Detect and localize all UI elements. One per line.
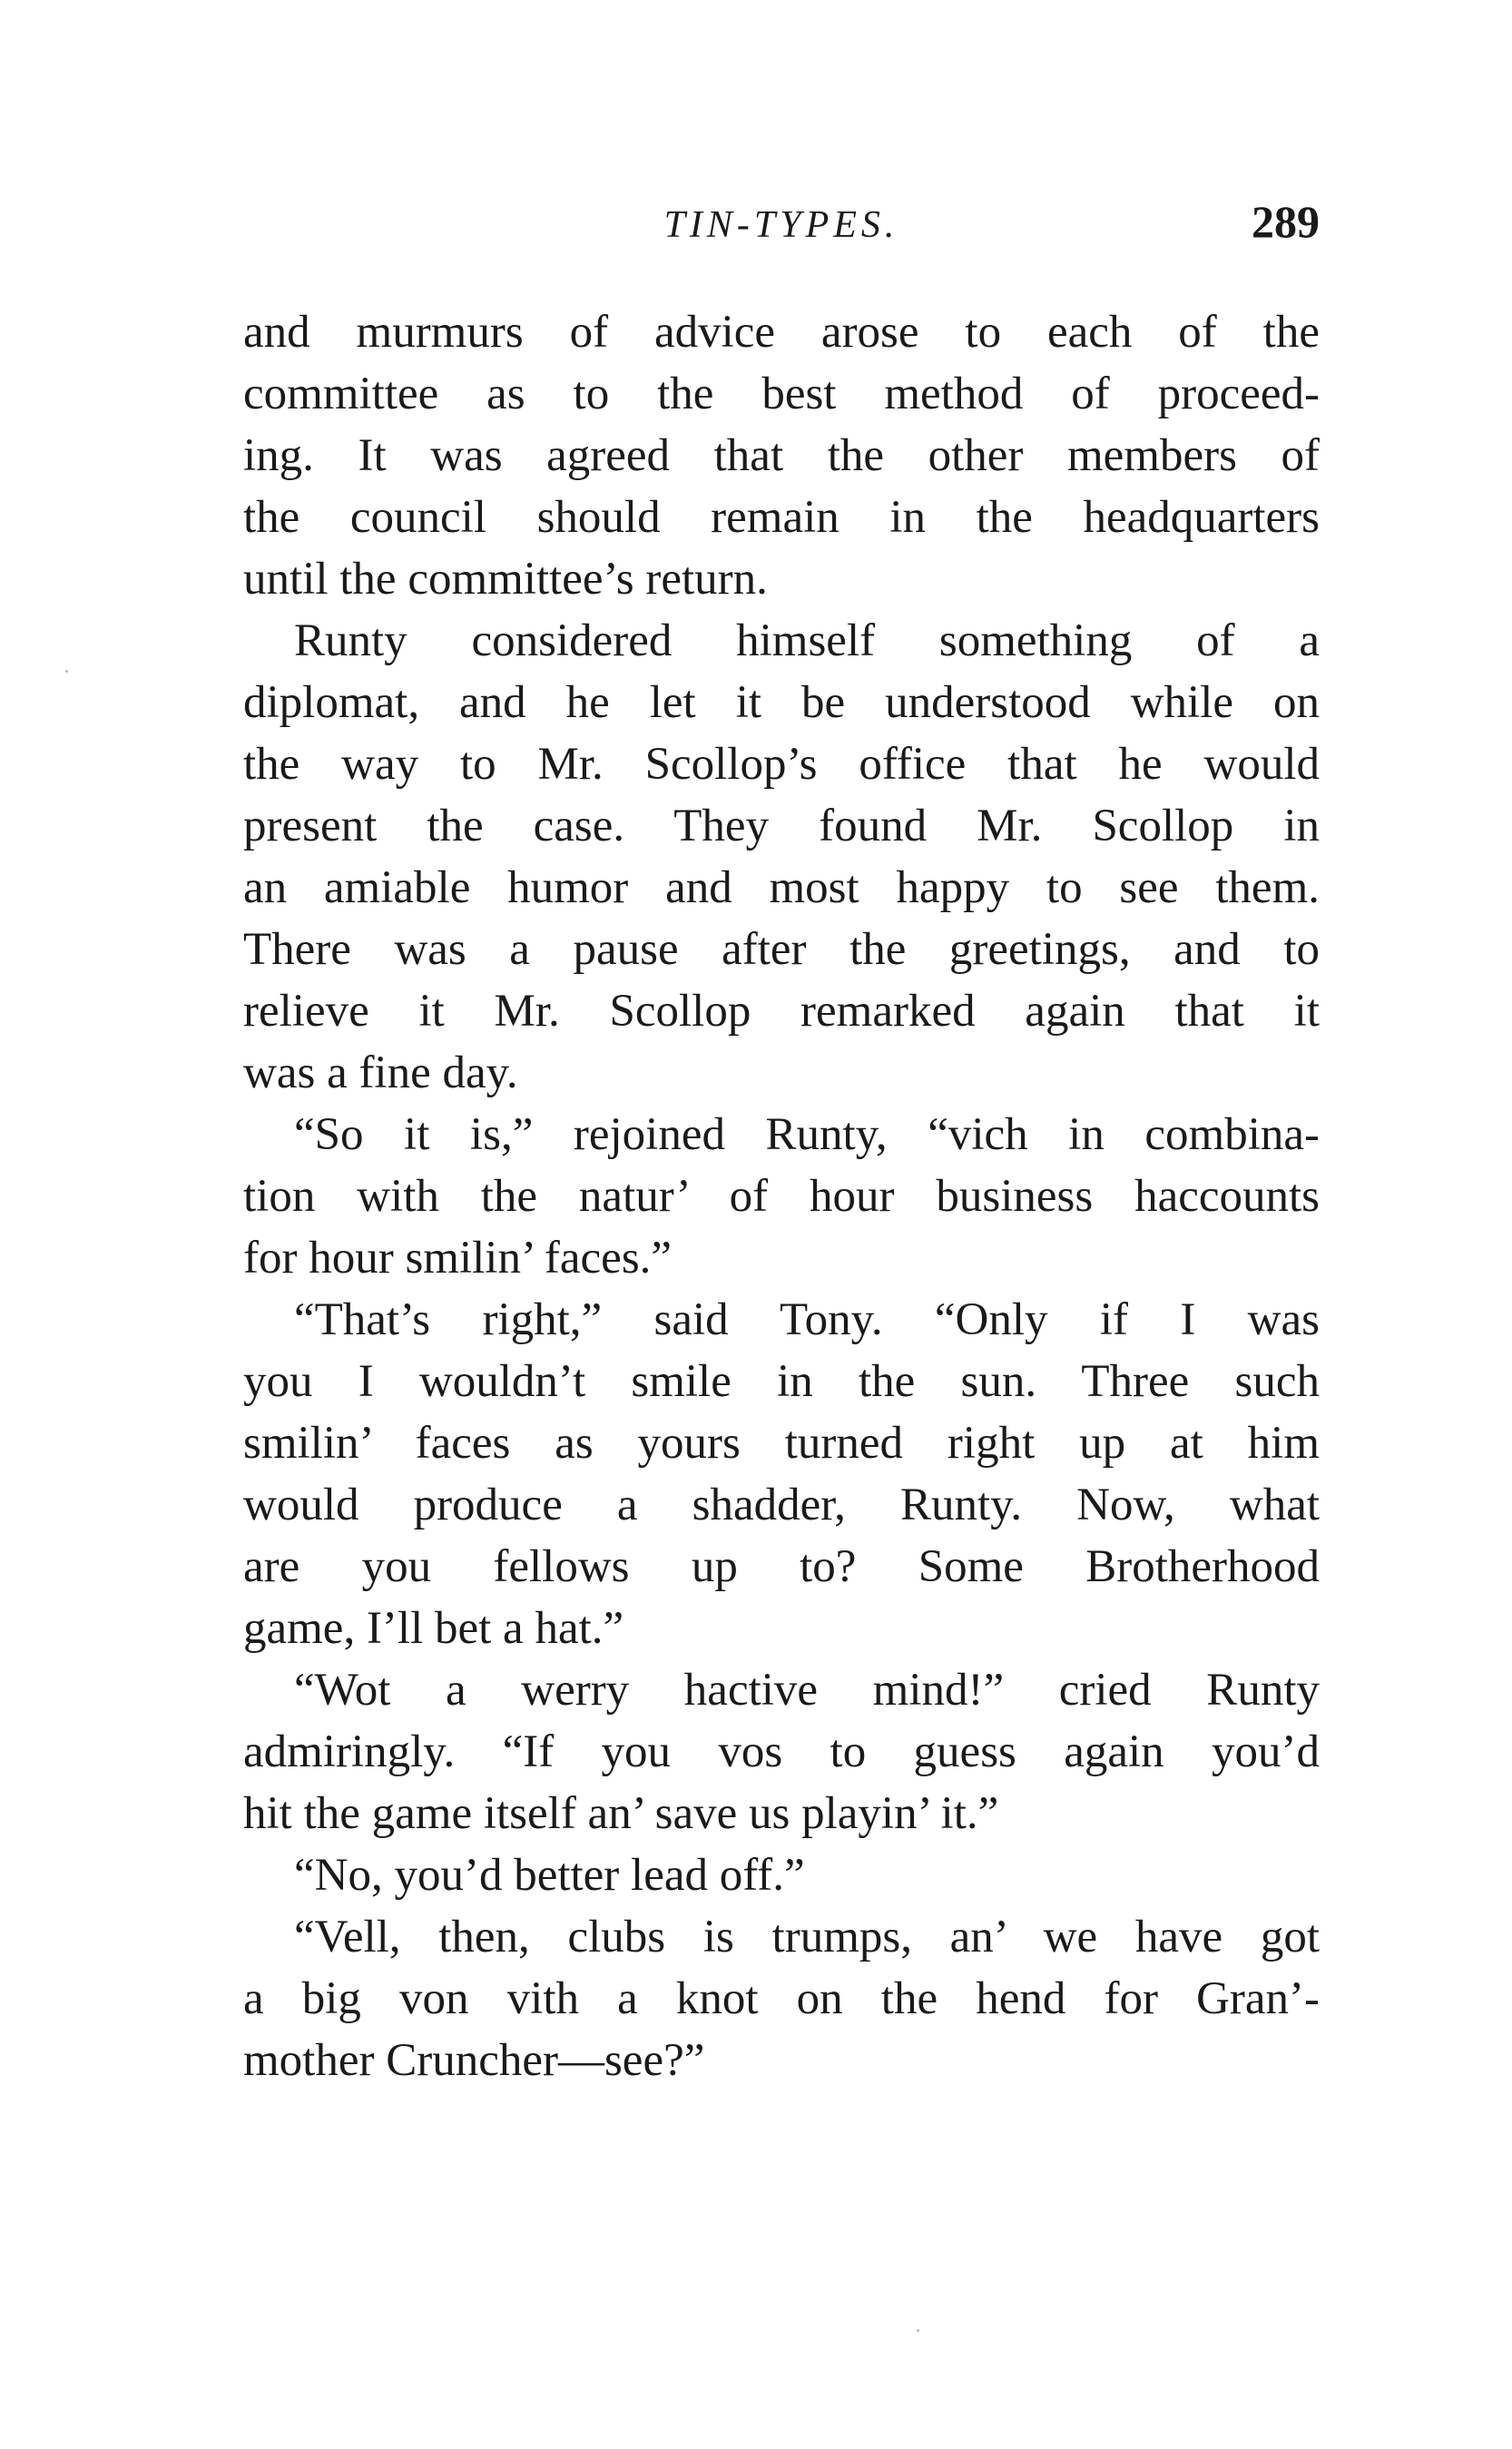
text-line: the way to Mr. Scollop’s office that he would: [243, 739, 1320, 790]
text-line: an amiable humor and most happy to see them.: [243, 862, 1320, 913]
text-line: “That’s right,” said Tony. “Only if I was: [294, 1294, 1320, 1345]
text-line: the council should remain in the headquarters: [243, 492, 1320, 543]
text-line: until the committee’s return.: [243, 554, 768, 605]
text-line: “Vell, then, clubs is trumps, an’ we have got: [294, 1912, 1320, 1962]
text-line: “No, you’d better lead off.”: [294, 1850, 805, 1901]
page-number: 289: [1252, 196, 1320, 247]
paper-speck: [65, 670, 68, 673]
text-line: are you fellows up to? Some Brotherhood: [243, 1541, 1320, 1592]
text-line: would produce a shadder, Runty. Now, what: [243, 1480, 1320, 1530]
text-line: mother Cruncher—see?”: [243, 2035, 705, 2086]
text-line: tion with the natur’ of hour business haccounts: [243, 1171, 1320, 1222]
text-line: game, I’ll bet a hat.”: [243, 1603, 624, 1654]
text-line: hit the game itself an’ save us playin’ it.”: [243, 1788, 999, 1839]
running-head: [243, 198, 1320, 252]
running-title: TIN-TYPES.: [663, 204, 899, 246]
text-line: “Wot a werry hactive mind!” cried Runty: [294, 1665, 1320, 1716]
text-line: committee as to the best method of proceed-: [243, 369, 1320, 419]
text-line: Runty considered himself something of a: [294, 615, 1320, 666]
text-line: “So it is,” rejoined Runty, “vich in combina-: [294, 1109, 1320, 1160]
body-text: [243, 301, 1320, 2091]
text-line: admiringly. “If you vos to guess again you’d: [243, 1726, 1320, 1777]
text-line: There was a pause after the greetings, and to: [243, 924, 1320, 975]
text-line: was a fine day.: [243, 1047, 518, 1098]
text-line: smilin’ faces as yours turned right up at him: [243, 1418, 1320, 1469]
text-line: and murmurs of advice arose to each of the: [243, 307, 1320, 358]
text-line: a big von vith a knot on the hend for Gran’-: [243, 1973, 1320, 2024]
text-line: relieve it Mr. Scollop remarked again that it: [243, 986, 1320, 1037]
text-line: for hour smilin’ faces.”: [243, 1233, 673, 1284]
text-line: ing. It was agreed that the other members of: [243, 430, 1320, 481]
text-line: present the case. They found Mr. Scollop in: [243, 801, 1320, 851]
paper-speck: [917, 2329, 919, 2332]
text-line: diplomat, and he let it be understood while on: [243, 677, 1320, 728]
text-line: you I wouldn’t smile in the sun. Three such: [243, 1356, 1320, 1407]
